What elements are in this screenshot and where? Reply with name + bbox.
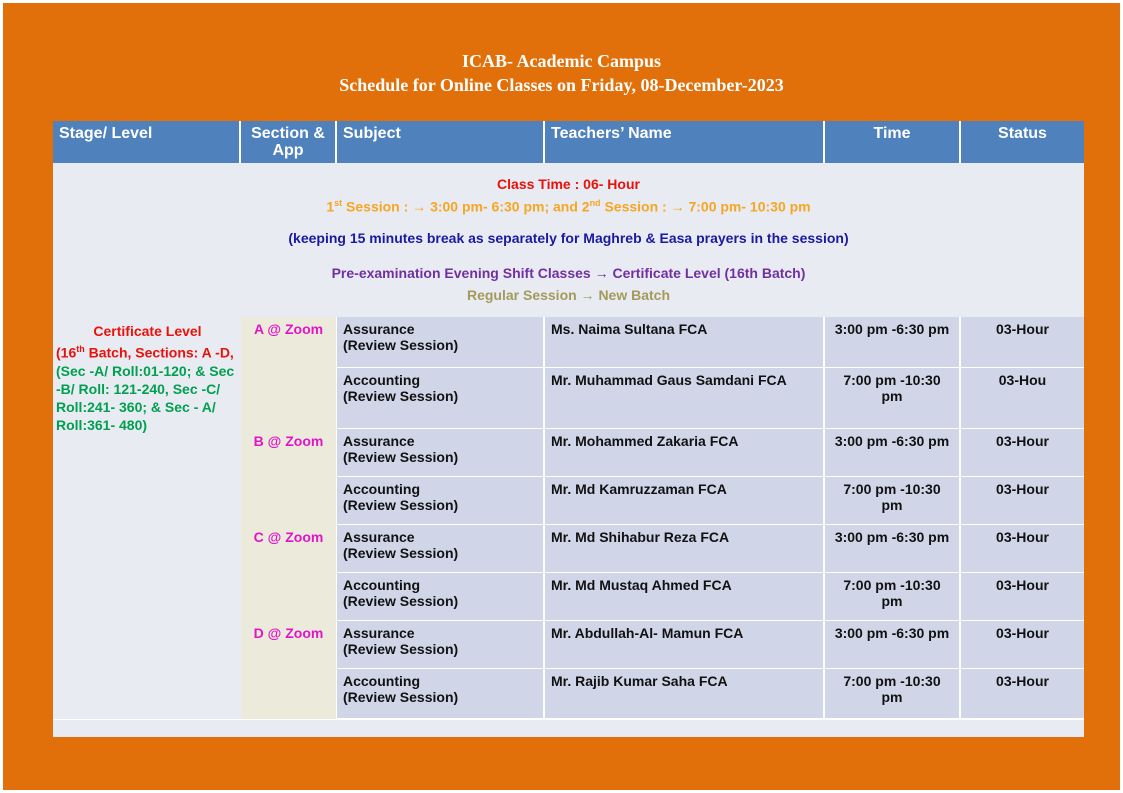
header-subject: Subject xyxy=(337,121,545,163)
row-teacher xyxy=(545,368,825,429)
section-c: C @ Zoom xyxy=(241,525,337,621)
page-subtitle: Schedule for Online Classes on Friday, 08-December-2023 xyxy=(339,75,784,95)
header-section-line1: Section & xyxy=(251,125,325,142)
subject-note: (Review Session) xyxy=(343,449,459,465)
class-status: 03-Hour xyxy=(996,433,1049,449)
class-time: 3:00 pm -6:30 pm xyxy=(834,321,950,337)
class-time: 7:00 pm -10:30 pm xyxy=(843,673,941,705)
class-status: 03-Hour xyxy=(996,625,1049,641)
row-time xyxy=(825,368,961,429)
teacher-name: Mr. Md Kamruzzaman FCA xyxy=(551,481,727,497)
class-status: 03-Hour xyxy=(996,577,1049,593)
row-subject xyxy=(337,368,545,429)
teacher-name: Mr. Md Shihabur Reza FCA xyxy=(551,529,730,545)
row-teacher xyxy=(545,525,825,573)
section-a: A @ Zoom xyxy=(241,317,337,429)
row-status xyxy=(961,621,1084,669)
row-status xyxy=(961,669,1084,719)
stage-batch-prefix: (16 xyxy=(56,344,77,361)
row-subject xyxy=(337,573,545,621)
row-teacher xyxy=(545,429,825,477)
teacher-name: Mr. Muhammad Gaus Samdani FCA xyxy=(551,372,787,388)
stage-title: Certificate Level xyxy=(93,323,202,339)
header-stage: Stage/ Level xyxy=(53,121,241,163)
row-subject xyxy=(337,317,545,368)
subject-name: Accounting xyxy=(343,481,420,497)
subject-note: (Review Session) xyxy=(343,545,459,561)
row-status xyxy=(961,368,1084,429)
class-time: 3:00 pm -6:30 pm xyxy=(834,529,950,545)
class-time-note: Class Time : 06- Hour xyxy=(497,176,640,192)
teacher-name: Mr. Abdullah-Al- Mamun FCA xyxy=(551,625,744,641)
row-time xyxy=(825,477,961,525)
stage-batch-sup: th xyxy=(76,344,85,354)
subject-name: Accounting xyxy=(343,673,420,689)
row-time xyxy=(825,525,961,573)
session-1-num: 1 xyxy=(326,198,335,215)
subject-note: (Review Session) xyxy=(343,593,459,609)
stage-details: (Sec -A/ Roll:01-120; & Sec -B/ Roll: 121-240, Sec -C/ Roll:241- 360; & Sec - A/ Roll:361- 480) xyxy=(56,362,235,433)
subject-name: Assurance xyxy=(343,625,415,641)
slide-background xyxy=(3,3,1120,790)
class-status: 03-Hou xyxy=(998,372,1047,388)
subject-name: Assurance xyxy=(343,529,415,545)
class-status: 03-Hour xyxy=(996,529,1049,545)
row-time xyxy=(825,669,961,719)
header-status: Status xyxy=(961,121,1084,163)
regular-session-note: Regular Session → New Batch xyxy=(466,287,671,303)
class-status: 03-Hour xyxy=(996,321,1049,337)
class-time: 3:00 pm -6:30 pm xyxy=(834,625,950,641)
subject-note: (Review Session) xyxy=(343,337,459,353)
row-subject xyxy=(337,429,545,477)
table-footer-band xyxy=(53,719,1084,737)
teacher-name: Mr. Rajib Kumar Saha FCA xyxy=(551,673,728,689)
subject-name: Assurance xyxy=(343,433,415,449)
header-teacher: Teachers’ Name xyxy=(545,121,825,163)
subject-name: Assurance xyxy=(343,321,415,337)
pre-exam-note: Pre-examination Evening Shift Classes → Certificate Level (16th Batch) xyxy=(331,265,806,281)
subject-note: (Review Session) xyxy=(343,689,459,705)
class-time: 7:00 pm -10:30 pm xyxy=(843,577,941,609)
row-time xyxy=(825,621,961,669)
subject-name: Accounting xyxy=(343,372,420,388)
row-time xyxy=(825,429,961,477)
header-section xyxy=(241,121,337,163)
section-d: D @ Zoom xyxy=(241,621,337,719)
teacher-name: Mr. Md Mustaq Ahmed FCA xyxy=(551,577,732,593)
stage-cell xyxy=(53,317,241,719)
teacher-name: Mr. Mohammed Zakaria FCA xyxy=(551,433,739,449)
class-time: 3:00 pm -6:30 pm xyxy=(834,433,950,449)
row-time xyxy=(825,317,961,368)
row-teacher xyxy=(545,669,825,719)
schedule-table xyxy=(53,121,1084,737)
stage-batch-suffix: Batch, Sections: A -D, xyxy=(84,344,234,361)
subject-note: (Review Session) xyxy=(343,388,459,404)
section-b: B @ Zoom xyxy=(241,429,337,525)
subject-note: (Review Session) xyxy=(343,641,459,657)
class-time: 7:00 pm -10:30 pm xyxy=(843,481,941,513)
row-teacher xyxy=(545,573,825,621)
row-subject xyxy=(337,525,545,573)
page-title: ICAB- Academic Campus xyxy=(461,51,661,71)
class-status: 03-Hour xyxy=(996,673,1049,689)
header-section-line2: App xyxy=(272,142,304,159)
class-time: 7:00 pm -10:30 pm xyxy=(843,372,941,404)
row-subject xyxy=(337,621,545,669)
row-teacher xyxy=(545,477,825,525)
session-times-note xyxy=(53,198,1084,215)
session-2-text: Session : → 7:00 pm- 10:30 pm xyxy=(600,198,811,215)
row-teacher xyxy=(545,621,825,669)
session-2-sup: nd xyxy=(589,198,601,208)
session-1-sup: st xyxy=(334,198,343,208)
teacher-name: Ms. Naima Sultana FCA xyxy=(551,321,708,337)
row-status xyxy=(961,477,1084,525)
subject-note: (Review Session) xyxy=(343,497,459,513)
row-status xyxy=(961,317,1084,368)
class-status: 03-Hour xyxy=(996,481,1049,497)
header-time: Time xyxy=(825,121,961,163)
row-status xyxy=(961,429,1084,477)
session-1-text: Session : → 3:00 pm- 6:30 pm; and 2 xyxy=(342,198,590,215)
row-status xyxy=(961,573,1084,621)
row-subject xyxy=(337,477,545,525)
row-subject xyxy=(337,669,545,719)
break-note: (keeping 15 minutes break as separately for Maghreb & Easa prayers in the session) xyxy=(288,230,849,246)
row-teacher xyxy=(545,317,825,368)
row-status xyxy=(961,525,1084,573)
subject-name: Accounting xyxy=(343,577,420,593)
row-time xyxy=(825,573,961,621)
